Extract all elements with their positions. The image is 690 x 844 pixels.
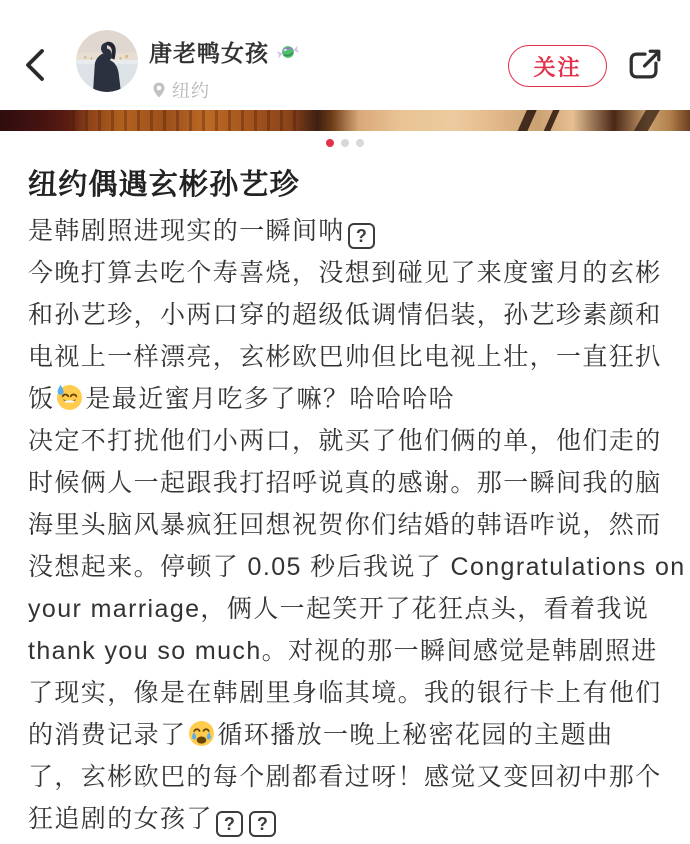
body-line: 的消费记录了 循环播放一晚上秘密花园的主题曲 — [28, 721, 614, 749]
unknown-emoji-box: ? — [249, 811, 276, 837]
post-title: 纽约偶遇玄彬孙艺珍 — [28, 169, 300, 201]
avatar-photo — [76, 30, 138, 92]
photo-detail — [631, 110, 661, 131]
body-line: 饭 是最近蜜月吃多了嘛？哈哈哈哈 — [28, 385, 456, 413]
candy-emoji — [275, 39, 301, 65]
avatar[interactable] — [76, 30, 138, 92]
body-line: 了现实，像是在韩剧里身临其境。我的银行卡上有他们 — [28, 679, 662, 707]
chevron-left-icon — [22, 70, 48, 87]
unknown-emoji-box: ? — [348, 223, 375, 249]
username[interactable]: 唐老鸭女孩 — [149, 40, 269, 66]
location-pin-icon — [150, 81, 168, 99]
body-line: 是韩剧照进现实的一瞬间呐 ? — [28, 210, 676, 252]
carousel-dot — [341, 139, 349, 147]
body-line: 狂追剧的女孩了 ? ? — [28, 798, 676, 840]
header-bar — [0, 0, 690, 110]
back-button[interactable] — [22, 47, 48, 83]
post-photo-strip[interactable] — [0, 110, 690, 131]
location-row — [150, 77, 301, 103]
post-body — [28, 210, 686, 840]
body-line: 电视上一样漂亮，玄彬欧巴帅但比电视上壮，一直狂扒 — [28, 343, 662, 371]
carousel-dot-active — [326, 139, 334, 147]
body-line: your marriage，俩人一起笑开了花狂点头，看着我说 — [28, 595, 650, 623]
photo-detail — [514, 110, 538, 131]
body-line: 今晚打算去吃个寿喜烧，没想到碰见了来度蜜月的玄彬 — [28, 259, 662, 287]
location-label: 纽约 — [172, 81, 210, 101]
carousel-dots — [0, 139, 690, 147]
follow-button[interactable] — [508, 45, 607, 87]
follow-button-label: 关注 — [533, 54, 582, 80]
share-button[interactable] — [626, 45, 664, 85]
emoji-laugh-sweat — [55, 383, 84, 412]
photo-detail — [540, 110, 562, 131]
body-line: thank you so much。对视的那一瞬间感觉是韩剧照进 — [28, 637, 658, 665]
emoji-crying — [187, 719, 216, 748]
share-external-icon — [626, 72, 664, 89]
unknown-emoji-box: ? — [216, 811, 243, 837]
body-line: 和孙艺珍，小两口穿的超级低调情侣装，孙艺珍素颜和 — [28, 301, 662, 329]
user-info — [149, 35, 301, 103]
body-line: 没想起来。停顿了 0.05 秒后我说了 Congratulations on — [28, 553, 686, 581]
body-line: 了，玄彬欧巴的每个剧都看过呀！感觉又变回初中那个 — [28, 763, 662, 791]
body-line: 海里头脑风暴疯狂回想祝贺你们结婚的韩语咋说，然而 — [28, 511, 662, 539]
body-line: 决定不打扰他们小两口，就买了他们俩的单，他们走的 — [28, 427, 662, 455]
carousel-dot — [356, 139, 364, 147]
body-line: 时候俩人一起跟我打招呼说真的感谢。那一瞬间我的脑 — [28, 469, 662, 497]
